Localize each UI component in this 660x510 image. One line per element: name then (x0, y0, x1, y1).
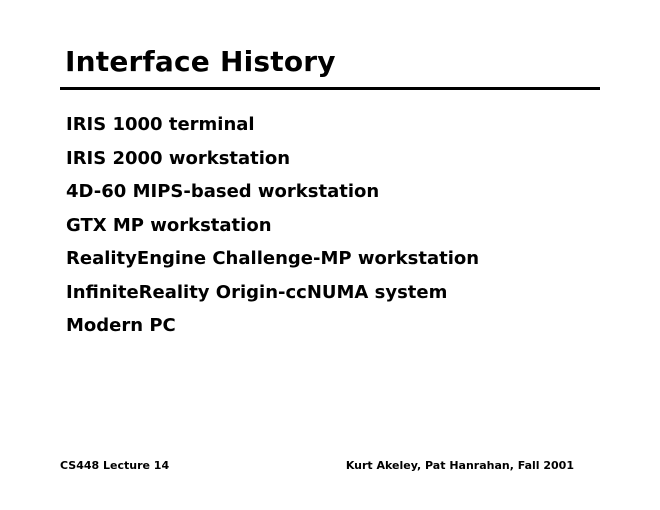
footer-authors: Kurt Akeley, Pat Hanrahan, Fall 2001 (345, 459, 574, 472)
list-item: Modern PC (66, 315, 176, 336)
title-divider (60, 87, 600, 90)
list-item: GTX MP workstation (66, 214, 272, 236)
footer-course: CS448 Lecture 14 (60, 459, 170, 472)
list-item: 4D-60 MIPS-based workstation (66, 181, 380, 202)
list-item: IRIS 1000 terminal (66, 114, 255, 135)
list-item: IRIS 2000 workstation (66, 147, 291, 169)
slide-title: Interface History (65, 45, 336, 78)
list-item: RealityEngine Challenge-MP workstation (66, 248, 480, 269)
list-item: InfiniteReality Origin-ccNUMA system (66, 281, 448, 303)
interface-list (66, 108, 479, 343)
